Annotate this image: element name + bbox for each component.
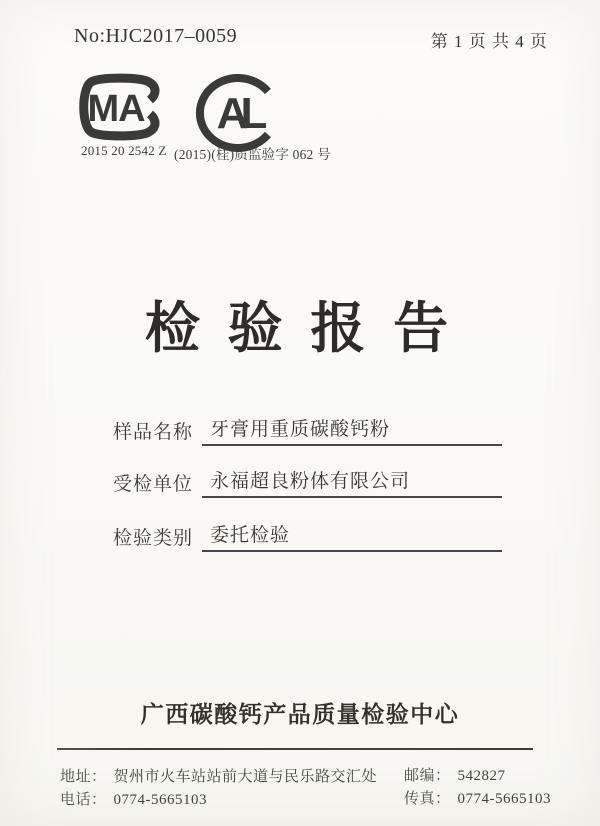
phone-row [60, 788, 207, 809]
sample-name-field [113, 417, 513, 451]
testing-center-name: 广西碳酸钙产品质量检验中心 [140, 702, 460, 727]
address-label: 地址： [60, 769, 107, 785]
phone-value: 0774-5665103 [113, 792, 208, 808]
report-title: 检 验 报 告 [144, 298, 456, 359]
footer-divider [57, 748, 533, 750]
cma-letters: MA [87, 88, 145, 130]
cma-certification-mark-icon [74, 73, 166, 141]
cal-certification-mark-icon [194, 74, 286, 152]
inspection-type-field [113, 523, 513, 557]
inspected-unit-label: 受检单位 [113, 474, 194, 495]
postcode-value: 542827 [457, 768, 506, 784]
fax-row [404, 787, 551, 808]
inspected-unit-value: 永福超良粉体有限公司 [202, 466, 502, 498]
fax-value: 0774-5665103 [457, 791, 552, 807]
address-row [60, 765, 377, 786]
report-number: No:HJC2017–0059 [74, 25, 238, 47]
postcode-label: 邮编： [404, 768, 451, 784]
postcode-row [404, 764, 506, 785]
page-indicator: 第 1 页 共 4 页 [430, 32, 548, 51]
sample-name-label: 样品名称 [113, 422, 194, 443]
fax-label: 传真： [404, 791, 451, 807]
inspected-unit-field [113, 469, 513, 503]
sample-name-value: 牙膏用重质碳酸钙粉 [202, 414, 502, 446]
phone-label: 电话： [60, 792, 107, 808]
cal-license-number: (2015)(桂)质监验字 062 号 [174, 147, 331, 162]
inspection-type-label: 检验类别 [113, 528, 194, 549]
address-value: 贺州市火车站站前大道与民乐路交汇处 [113, 769, 378, 785]
cma-license-number: 2015 20 2542 Z [81, 143, 167, 158]
inspection-type-value: 委托检验 [202, 520, 502, 552]
cal-letters: AL [216, 89, 260, 138]
